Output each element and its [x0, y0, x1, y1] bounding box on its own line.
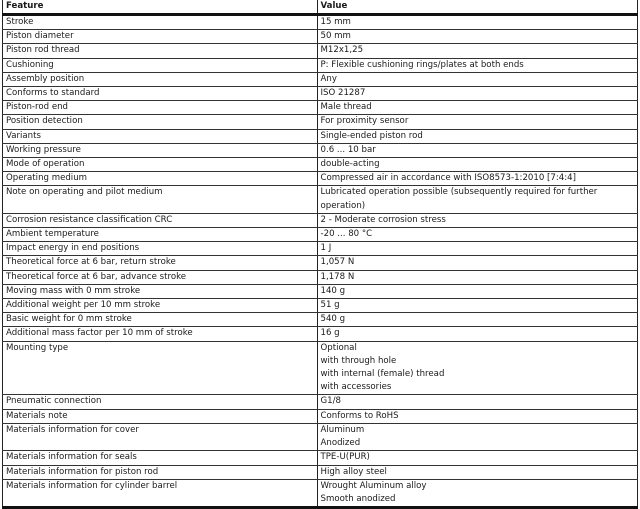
table-row: [3, 451, 638, 465]
value-cell: [317, 172, 638, 186]
value-cell: [317, 256, 638, 270]
header-feature: Feature: [3, 0, 318, 15]
value-line: 1,057 N: [320, 257, 355, 268]
value-line: Any: [320, 73, 337, 84]
feature-cell: Ambient temperature: [3, 228, 318, 242]
value-line: with internal (female) thread: [320, 369, 445, 380]
value-cell: [317, 451, 638, 465]
value-cell: [317, 58, 638, 72]
value-cell: [317, 228, 638, 242]
value-line: P: Flexible cushioning rings/plates at both ends: [320, 59, 524, 70]
table-row: [3, 72, 638, 86]
value-cell: [317, 101, 638, 115]
table-row: [3, 256, 638, 270]
value-line: 140 g: [320, 285, 346, 296]
value-cell: [317, 313, 638, 327]
feature-cell: Theoretical force at 6 bar, advance stroke: [3, 270, 318, 284]
value-line: operation): [320, 200, 366, 211]
feature-cell: Variants: [3, 129, 318, 143]
value-cell: [317, 423, 638, 450]
value-cell: [317, 409, 638, 423]
value-cell: [317, 299, 638, 313]
feature-cell: Basic weight for 0 mm stroke: [3, 313, 318, 327]
feature-cell: Piston diameter: [3, 30, 318, 44]
value-cell: [317, 242, 638, 256]
feature-cell: Cushioning: [3, 58, 318, 72]
table-row: [3, 44, 638, 58]
table-row: [3, 313, 638, 327]
feature-cell: Stroke: [3, 15, 318, 30]
table-row: [3, 115, 638, 129]
value-line: Wrought Aluminum alloy: [320, 480, 427, 491]
value-line: with through hole: [320, 355, 397, 366]
table-row: [3, 30, 638, 44]
table-row: [3, 172, 638, 186]
feature-cell: Piston rod thread: [3, 44, 318, 58]
feature-cell: Mounting type: [3, 341, 318, 395]
value-line: For proximity sensor: [320, 116, 409, 127]
feature-cell: Note on operating and pilot medium: [3, 186, 318, 213]
value-line: 2 - Moderate corrosion stress: [320, 214, 446, 225]
value-cell: [317, 15, 638, 30]
value-cell: [317, 270, 638, 284]
value-cell: [317, 395, 638, 409]
value-line: Single-ended piston rod: [320, 130, 423, 141]
value-line: M12x1,25: [320, 45, 364, 56]
value-cell: [317, 465, 638, 479]
value-line: 15 mm: [320, 17, 351, 27]
value-cell: [317, 158, 638, 172]
value-line: ISO 21287: [320, 88, 366, 99]
value-cell: [317, 115, 638, 129]
feature-cell: Conforms to standard: [3, 87, 318, 101]
feature-cell: Operating medium: [3, 172, 318, 186]
value-line: Lubricated operation possible (subsequently required for further: [320, 187, 598, 198]
feature-cell: Impact energy in end positions: [3, 242, 318, 256]
table-row: [3, 409, 638, 423]
value-cell: [317, 30, 638, 44]
header-value: Value: [317, 0, 638, 15]
value-line: Male thread: [320, 102, 372, 113]
value-cell: [317, 72, 638, 86]
feature-cell: Materials information for cover: [3, 423, 318, 450]
table-row: [3, 479, 638, 507]
table-row: [3, 228, 638, 242]
table-row: [3, 186, 638, 213]
value-line: -20 ... 80 °C: [320, 229, 373, 240]
value-cell: [317, 479, 638, 507]
table-row: [3, 158, 638, 172]
value-line: Compressed air in accordance with ISO8573-1:2010 [7:4:4]: [320, 173, 576, 184]
feature-cell: Mode of operation: [3, 158, 318, 172]
table-row: [3, 299, 638, 313]
feature-cell: Additional weight per 10 mm stroke: [3, 299, 318, 313]
table-row: [3, 213, 638, 227]
value-cell: [317, 341, 638, 395]
feature-cell: Theoretical force at 6 bar, return stroke: [3, 256, 318, 270]
feature-cell: Piston-rod end: [3, 101, 318, 115]
table-row: [3, 270, 638, 284]
value-line: 50 mm: [320, 31, 351, 42]
table-row: [3, 465, 638, 479]
value-cell: [317, 213, 638, 227]
value-cell: [317, 327, 638, 341]
feature-cell: Materials information for piston rod: [3, 465, 318, 479]
feature-cell: Assembly position: [3, 72, 318, 86]
feature-cell: Corrosion resistance classification CRC: [3, 213, 318, 227]
table-row: [3, 423, 638, 450]
table-row: [3, 15, 638, 30]
table-row: [3, 284, 638, 298]
table-row: [3, 58, 638, 72]
value-cell: [317, 44, 638, 58]
value-line: 1,178 N: [320, 271, 355, 282]
value-cell: [317, 129, 638, 143]
table-row: [3, 341, 638, 395]
value-line: with accessories: [320, 382, 392, 393]
table-row: [3, 327, 638, 341]
value-line: G1/8: [320, 396, 341, 407]
value-cell: [317, 143, 638, 157]
value-line: Optional: [320, 342, 357, 353]
value-line: TPE-U(PUR): [320, 452, 370, 463]
spec-table-body: [3, 15, 638, 508]
table-row: [3, 129, 638, 143]
table-row: [3, 87, 638, 101]
feature-cell: Pneumatic connection: [3, 395, 318, 409]
feature-cell: Materials note: [3, 409, 318, 423]
value-line: 16 g: [320, 328, 340, 339]
spec-table: [2, 0, 638, 509]
header-row: [3, 0, 638, 15]
table-row: [3, 395, 638, 409]
feature-cell: Additional mass factor per 10 mm of stroke: [3, 327, 318, 341]
feature-cell: Working pressure: [3, 143, 318, 157]
value-line: Conforms to RoHS: [320, 410, 399, 421]
value-line: Aluminum: [320, 424, 365, 435]
feature-cell: Materials information for seals: [3, 451, 318, 465]
feature-cell: Materials information for cylinder barrel: [3, 479, 318, 507]
value-cell: [317, 284, 638, 298]
value-line: double-acting: [320, 159, 380, 170]
feature-cell: Position detection: [3, 115, 318, 129]
value-line: 51 g: [320, 300, 340, 311]
table-row: [3, 143, 638, 157]
value-line: High alloy steel: [320, 466, 387, 477]
value-cell: [317, 186, 638, 213]
table-row: [3, 101, 638, 115]
value-cell: [317, 87, 638, 101]
table-row: [3, 242, 638, 256]
value-line: 540 g: [320, 314, 346, 325]
value-line: Smooth anodized: [320, 493, 396, 504]
value-line: 0.6 ... 10 bar: [320, 144, 376, 155]
value-line: Anodized: [320, 438, 361, 449]
feature-cell: Moving mass with 0 mm stroke: [3, 284, 318, 298]
value-line: 1 J: [320, 243, 332, 254]
